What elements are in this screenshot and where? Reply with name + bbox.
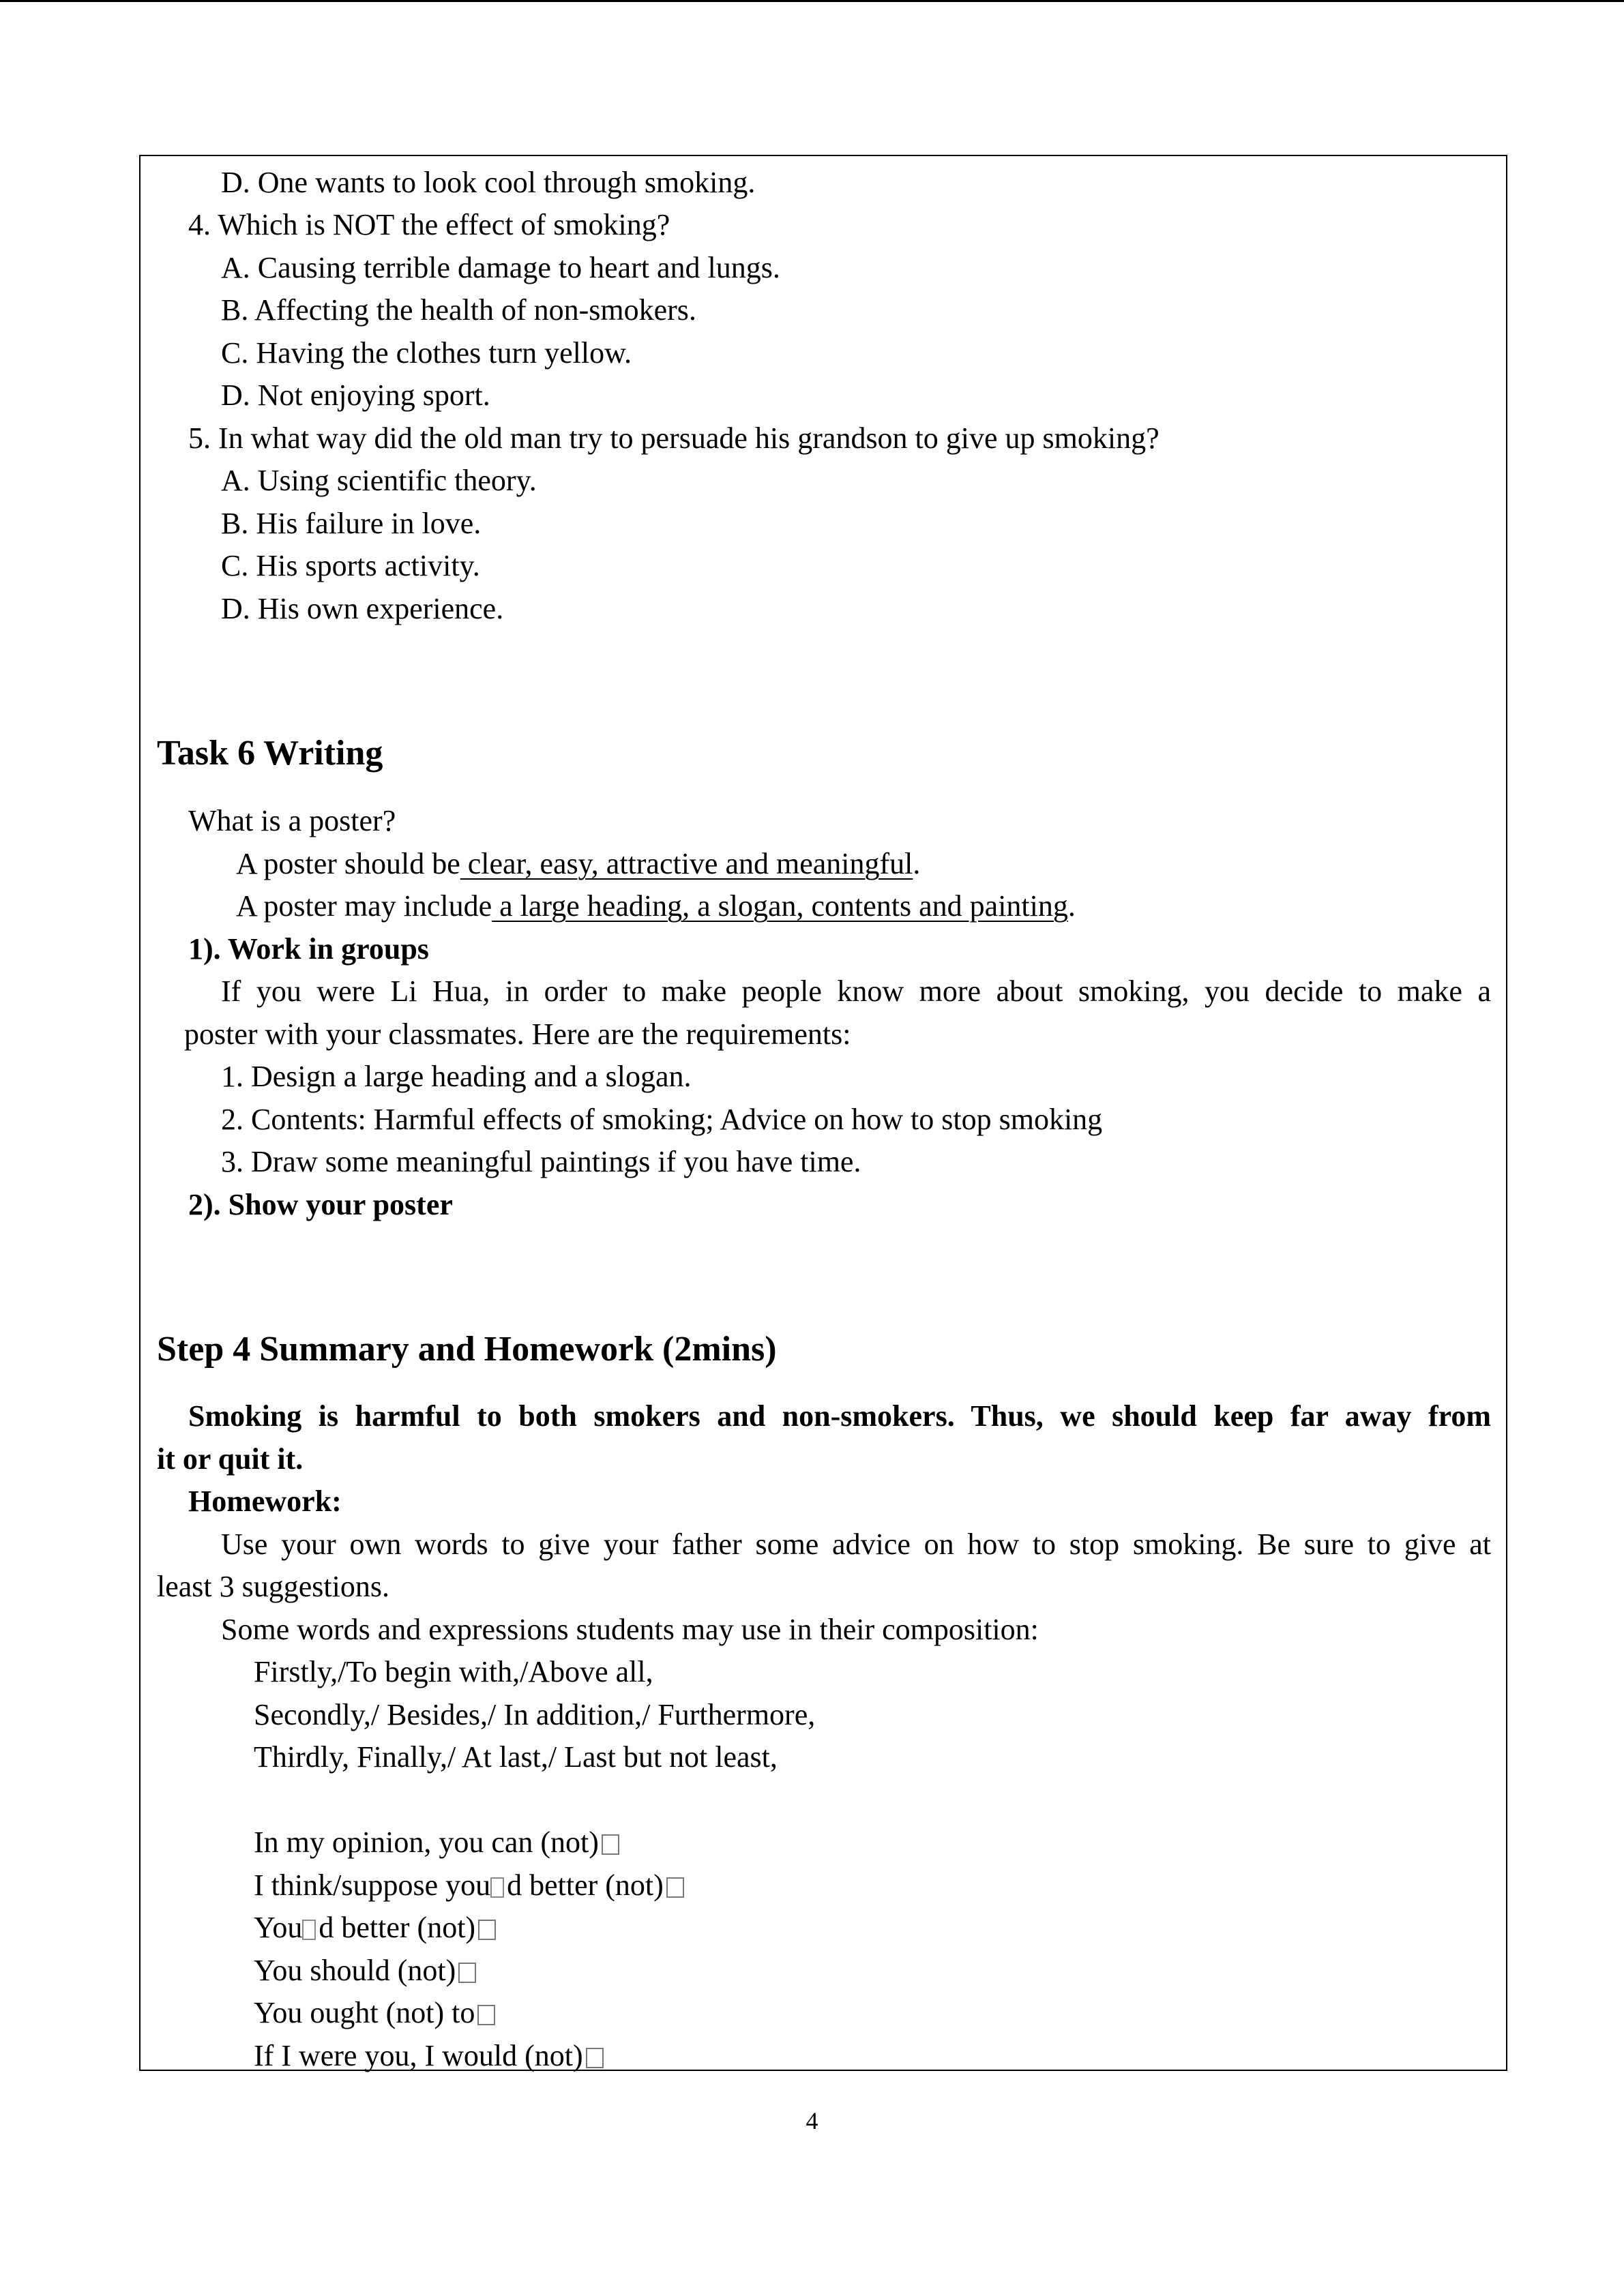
content-frame (139, 155, 1507, 2071)
summary-line-1: Smoking is harmful to both smokers and non-smokers. Thus, we should keep far away from (188, 1399, 1491, 1433)
advice-ought (141, 1992, 1506, 2034)
top-border-line (0, 0, 1624, 2)
work-in-groups-heading: 1). Work in groups (188, 932, 429, 966)
poster-definition-line (141, 843, 1506, 885)
homework-label: Homework: (188, 1485, 342, 1518)
question-4-option-b: B. Affecting the health of non-smokers. (221, 293, 696, 327)
missing-glyph-icon (302, 1920, 316, 1940)
advice-youd-text-b: d better (not) (319, 1911, 476, 1944)
step-4-heading: Step 4 Summary and Homework (2mins) (157, 1330, 777, 1369)
expressions-intro: Some words and expressions students may use in their composition: (221, 1613, 1039, 1646)
advice-think-text-b: d better (not) (507, 1868, 664, 1902)
homework-line-2: least 3 suggestions. (157, 1570, 389, 1603)
advice-think (141, 1864, 1506, 1907)
poster-question: What is a poster? (188, 804, 396, 837)
advice-opinion-text: In my opinion, you can (not) (254, 1825, 599, 1859)
advice-think-text-a: I think/suppose you (254, 1868, 491, 1902)
question-5: 5. In what way did the old man try to persuade his grandson to give up smoking? (188, 421, 1160, 455)
question-5-option-b: B. His failure in love. (221, 507, 482, 540)
requirement-1: 1. Design a large heading and a slogan. (221, 1060, 692, 1093)
question-4-option-d: D. Not enjoying sport. (221, 378, 490, 412)
advice-youd-text-a: You (254, 1911, 303, 1944)
missing-glyph-icon (458, 1963, 476, 1983)
summary-line-2: it or quit it. (157, 1442, 304, 1476)
question-4-option-c: C. Having the clothes turn yellow. (221, 336, 632, 370)
poster-should-be-text: A poster should be (236, 847, 460, 880)
advice-should (141, 1950, 1506, 1992)
advice-should-text: You should (not) (254, 1954, 456, 1987)
question-3-option-d: D. One wants to look cool through smoking. (221, 166, 756, 199)
poster-may-include-text: A poster may include (236, 889, 492, 923)
requirement-3: 3. Draw some meaningful paintings if you have time. (221, 1145, 861, 1178)
missing-glyph-icon (602, 1834, 619, 1855)
advice-were-text: If I were you, I would (not) (254, 2039, 583, 2072)
connector-thirdly: Thirdly, Finally,/ At last,/ Last but not least, (254, 1740, 778, 1774)
requirement-2: 2. Contents: Harmful effects of smoking; Advice on how to stop smoking (221, 1103, 1103, 1136)
period: . (913, 847, 921, 880)
question-5-option-d: D. His own experience. (221, 592, 504, 625)
missing-glyph-icon (586, 2048, 604, 2068)
advice-opinion (141, 1821, 1506, 1864)
show-poster-heading: 2). Show your poster (188, 1188, 453, 1221)
question-5-option-a: A. Using scientific theory. (221, 464, 537, 497)
connector-secondly: Secondly,/ Besides,/ In addition,/ Furthermore, (254, 1698, 816, 1731)
advice-ought-text: You ought (not) to (254, 1996, 475, 2029)
task-6-heading: Task 6 Writing (157, 734, 383, 773)
question-4: 4. Which is NOT the effect of smoking? (188, 208, 670, 241)
homework-line-1: Use your own words to give your father some advice on how to stop smoking. Be sure to give at (221, 1527, 1491, 1561)
missing-glyph-icon (490, 1877, 504, 1898)
advice-if-i-were-you (141, 2035, 1506, 2077)
question-5-option-c: C. His sports activity. (221, 549, 480, 582)
poster-include-line (141, 885, 1506, 927)
missing-glyph-icon (477, 2005, 495, 2025)
advice-youd (141, 1907, 1506, 1949)
poster-may-include-answer: a large heading, a slogan, contents and painting (492, 889, 1068, 923)
poster-should-be-answer: clear, easy, attractive and meaningful (460, 847, 913, 880)
connector-firstly: Firstly,/To begin with,/Above all, (254, 1655, 653, 1688)
period: . (1067, 889, 1076, 923)
instructions-line-2: poster with your classmates. Here are the requirements: (184, 1017, 851, 1051)
question-4-option-a: A. Causing terrible damage to heart and lungs. (221, 251, 780, 284)
missing-glyph-icon (478, 1920, 496, 1940)
page-number: 4 (806, 2107, 818, 2134)
instructions-line-1: If you were Li Hua, in order to make people know more about smoking, you decide to make a (221, 974, 1491, 1008)
missing-glyph-icon (666, 1877, 684, 1898)
